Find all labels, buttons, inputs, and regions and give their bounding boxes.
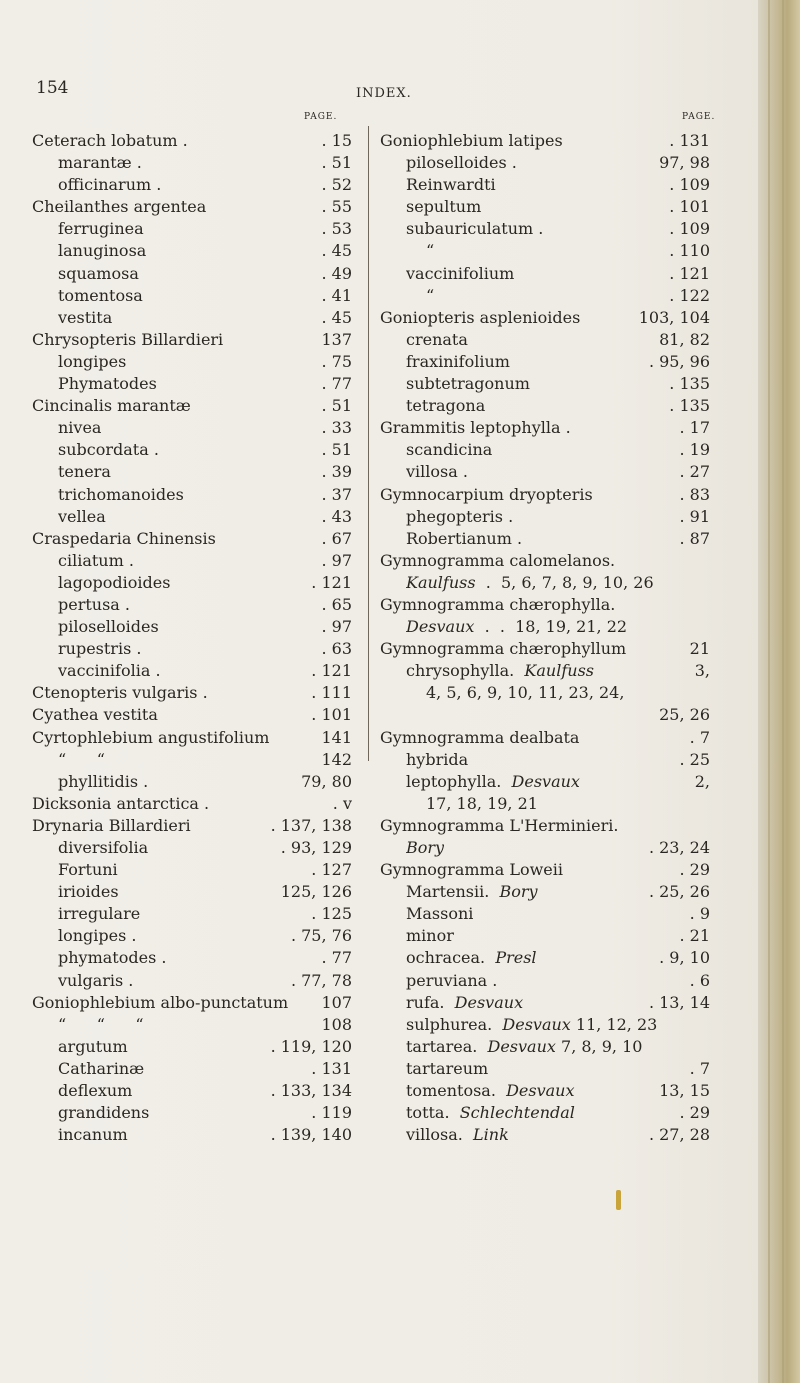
entry-term: subauriculatum .: [406, 219, 544, 239]
left-entry: [32, 506, 352, 528]
right-entry: [380, 793, 710, 815]
left-entry: [32, 329, 352, 351]
left-entry: [32, 484, 352, 506]
right-entry: [380, 1102, 710, 1124]
entry-term: Kaulfuss . 5, 6, 7, 8, 9, 10, 26: [406, 572, 654, 592]
entry-page-ref: . 122: [669, 285, 710, 305]
entry-term: pertusa .: [58, 594, 131, 614]
entry-term: diversifolia: [58, 838, 149, 857]
right-entry: [380, 859, 710, 881]
entry-page-ref: . 101: [311, 705, 352, 725]
entry-page-ref: . 27, 28: [648, 1125, 710, 1145]
entry-page-ref: . 52: [321, 175, 352, 195]
entry-term: officinarum .: [58, 175, 162, 195]
right-entry: [380, 771, 710, 793]
entry-term: Bory: [406, 838, 445, 857]
entry-term: vulgaris .: [58, 970, 134, 990]
right-entry: [380, 417, 710, 439]
entry-term: Cyathea vestita: [32, 705, 158, 725]
entry-term: Ctenopteris vulgaris .: [32, 683, 208, 703]
right-entry: [380, 351, 710, 373]
left-entry: [32, 572, 352, 594]
entry-page-ref: . 121: [311, 661, 352, 681]
entry-page-ref: . 119, 120: [270, 1036, 352, 1056]
right-entry: [380, 616, 710, 638]
entry-term: “ “ “: [58, 1014, 144, 1034]
entry-term: Dicksonia antarctica .: [32, 793, 210, 813]
right-entry: [380, 528, 710, 550]
left-entry: [32, 351, 352, 373]
entry-page-ref: 103, 104: [638, 307, 710, 327]
entry-term: Gymnogramma Loweii: [380, 860, 563, 880]
entry-term: Martensii. Bory: [406, 882, 538, 902]
left-entry: [32, 594, 352, 616]
right-entry: [380, 329, 710, 351]
entry-term: leptophylla. Desvaux: [406, 771, 580, 791]
left-entry: [32, 682, 352, 704]
entry-term: tenera: [58, 462, 111, 482]
entry-page-ref: . 63: [321, 639, 352, 659]
right-entry: [380, 484, 710, 506]
left-entry: [32, 837, 352, 859]
right-entry: [380, 174, 710, 196]
right-entry: [380, 395, 710, 417]
entry-page-ref: . 37: [321, 484, 352, 504]
right-entry: [380, 550, 710, 572]
entry-page-ref: . 6: [689, 970, 710, 990]
entry-page-ref: . 121: [311, 572, 352, 592]
entry-page-ref: . 75, 76: [290, 926, 352, 946]
right-entry: [380, 572, 710, 594]
entry-term: 17, 18, 19, 21: [426, 793, 538, 813]
entry-page-ref: 2,: [694, 771, 710, 791]
entry-page-ref: . 49: [321, 263, 352, 283]
entry-term: villosa. Link: [406, 1125, 509, 1145]
entry-term: tartarea. Desvaux 7, 8, 9, 10: [406, 1036, 643, 1056]
entry-term: 4, 5, 6, 9, 10, 11, 23, 24,: [426, 683, 625, 703]
entry-page-ref: . 119: [311, 1103, 352, 1123]
entry-page-ref: . 97: [321, 550, 352, 570]
left-entry: [32, 616, 352, 638]
right-entry: [380, 815, 710, 837]
right-entry: [380, 506, 710, 528]
entry-page-ref: . 133, 134: [270, 1081, 352, 1101]
right-entry: [380, 307, 710, 329]
entry-term: phegopteris .: [406, 506, 514, 526]
entry-page-ref: . 109: [669, 175, 710, 195]
left-entry: [32, 859, 352, 881]
entry-page-ref: 13, 15: [659, 1081, 710, 1101]
entry-page-ref: 142: [321, 749, 352, 769]
entry-term: vellea: [58, 506, 106, 526]
left-entry: [32, 947, 352, 969]
entry-page-ref: 81, 82: [659, 329, 710, 349]
right-entry: [380, 660, 710, 682]
right-entry: [380, 1080, 710, 1102]
entry-page-ref: . 55: [321, 197, 352, 217]
entry-term: crenata: [406, 329, 468, 349]
right-entry: [380, 196, 710, 218]
right-entry: [380, 1058, 710, 1080]
right-entry: [380, 152, 710, 174]
entry-page-ref: . 17: [679, 418, 710, 438]
entry-term: Cheilanthes argentea: [32, 197, 207, 217]
entry-term: tartareum: [406, 1058, 489, 1078]
entry-page-ref: . 127: [311, 860, 352, 880]
entry-page-ref: [704, 793, 710, 815]
left-entry: [32, 1124, 352, 1146]
right-entry: [380, 1124, 710, 1146]
entry-term: subcordata .: [58, 440, 159, 460]
entry-page-ref: . 29: [679, 1103, 710, 1123]
entry-page-ref: [704, 1014, 710, 1036]
entry-page-ref: . 51: [321, 153, 352, 173]
entry-page-ref: . 75: [321, 351, 352, 371]
entry-term: irioides: [58, 882, 119, 902]
left-entry: [32, 903, 352, 925]
left-entry: [32, 1014, 352, 1036]
right-column-page-label: PAGE.: [682, 112, 716, 122]
entry-page-ref: . 9: [689, 904, 710, 924]
entry-page-ref: . 135: [669, 396, 710, 416]
right-entry: [380, 837, 710, 859]
page-number: 154: [36, 78, 69, 98]
entry-term: Goniophlebium albo-punctatum: [32, 992, 289, 1012]
right-entry: [380, 373, 710, 395]
entry-term: piloselloides: [58, 617, 159, 637]
entry-page-ref: 25, 26: [659, 705, 710, 725]
left-entry: [32, 461, 352, 483]
entry-page-ref: . 51: [321, 396, 352, 416]
left-entry: [32, 992, 352, 1014]
entry-page-ref: [704, 572, 710, 594]
entry-page-ref: . 131: [311, 1058, 352, 1078]
entry-term: ferruginea: [58, 219, 144, 239]
right-entry: [380, 970, 710, 992]
left-entry: [32, 815, 352, 837]
entry-page-ref: . 15: [321, 131, 352, 150]
right-entry: [380, 1014, 710, 1036]
entry-page-ref: . 43: [321, 506, 352, 526]
entry-page-ref: . 7: [689, 1058, 710, 1078]
entry-term: Phymatodes: [58, 374, 157, 394]
left-entry: [32, 263, 352, 285]
entry-page-ref: 141: [321, 727, 352, 747]
left-entry: [32, 638, 352, 660]
entry-page-ref: 107: [321, 992, 352, 1012]
left-entry: [32, 550, 352, 572]
entry-term: Gymnogramma calomelanos.: [380, 550, 616, 570]
right-entry: [380, 704, 710, 726]
right-index-column: [380, 130, 710, 1146]
entry-term: Cincinalis marantæ: [32, 396, 191, 416]
left-entry: [32, 793, 352, 815]
left-column-page-label: PAGE.: [304, 112, 338, 122]
left-entry: [32, 395, 352, 417]
entry-term: phyllitidis .: [58, 771, 149, 791]
entry-term: sepultum: [406, 197, 482, 217]
left-entry: [32, 1080, 352, 1102]
entry-page-ref: . 23, 24: [648, 838, 710, 857]
entry-term: “ “: [58, 749, 105, 769]
running-head: INDEX.: [356, 86, 412, 101]
entry-term: chrysophylla. Kaulfuss: [406, 661, 594, 681]
left-entry: [32, 218, 352, 240]
left-entry: [32, 749, 352, 771]
entry-page-ref: . 77: [321, 374, 352, 394]
entry-term: tetragona: [406, 396, 486, 416]
entry-term: longipes .: [58, 926, 137, 946]
entry-term: argutum: [58, 1036, 128, 1056]
right-entry: [380, 992, 710, 1014]
entry-term: trichomanoides: [58, 484, 184, 504]
left-entry: [32, 130, 352, 152]
entry-page-ref: . 25, 26: [648, 882, 710, 902]
entry-page-ref: . 53: [321, 219, 352, 239]
entry-page-ref: . 87: [679, 528, 710, 548]
entry-term: Robertianum .: [406, 528, 523, 548]
left-entry: [32, 196, 352, 218]
entry-page-ref: 97, 98: [659, 153, 710, 173]
entry-term: lagopodioides: [58, 572, 171, 592]
entry-term: tomentosa. Desvaux: [406, 1081, 575, 1101]
entry-page-ref: 137: [321, 329, 352, 349]
entry-page-ref: 3,: [694, 661, 710, 681]
entry-page-ref: [704, 616, 710, 638]
right-entry: [380, 461, 710, 483]
left-entry: [32, 1036, 352, 1058]
left-entry: [32, 373, 352, 395]
entry-term: irregulare: [58, 904, 141, 924]
entry-page-ref: [704, 815, 710, 837]
entry-page-ref: . 33: [321, 418, 352, 438]
entry-page-ref: . 65: [321, 594, 352, 614]
left-entry: [32, 174, 352, 196]
entry-page-ref: 79, 80: [301, 771, 352, 791]
entry-term: vaccinifolium: [406, 263, 515, 283]
entry-term: Gymnogramma chærophylla.: [380, 594, 616, 614]
left-entry: [32, 1102, 352, 1124]
left-entry: [32, 771, 352, 793]
entry-page-ref: . 101: [669, 197, 710, 217]
entry-term: piloselloides .: [406, 153, 517, 173]
right-entry: [380, 263, 710, 285]
right-entry: [380, 682, 710, 704]
entry-term: squamosa: [58, 263, 139, 283]
entry-term: Craspedaria Chinensis: [32, 528, 216, 548]
entry-page-ref: . 77, 78: [290, 970, 352, 990]
right-entry: [380, 439, 710, 461]
entry-term: Drynaria Billardieri: [32, 815, 191, 835]
entry-term: vaccinifolia .: [58, 661, 161, 681]
right-entry: [380, 130, 710, 152]
entry-page-ref: . 29: [679, 860, 710, 880]
right-entry: [380, 638, 710, 660]
entry-page-ref: . 137, 138: [270, 815, 352, 835]
entry-page-ref: . 125: [311, 904, 352, 924]
left-entry: [32, 660, 352, 682]
entry-page-ref: [704, 1036, 710, 1058]
right-entry: [380, 240, 710, 262]
entry-term: deflexum: [58, 1081, 133, 1101]
right-entry: [380, 903, 710, 925]
entry-page-ref: . 109: [669, 219, 710, 239]
left-entry: [32, 727, 352, 749]
left-entry: [32, 152, 352, 174]
entry-page-ref: . v: [332, 793, 352, 813]
left-index-column: [32, 130, 352, 1146]
entry-term: Chrysopteris Billardieri: [32, 329, 224, 349]
left-entry: [32, 1058, 352, 1080]
entry-term: Catharinæ: [58, 1058, 145, 1078]
entry-page-ref: . 135: [669, 374, 710, 394]
right-entry: [380, 925, 710, 947]
entry-term: Gymnogramma L'Herminieri.: [380, 815, 619, 835]
left-entry: [32, 925, 352, 947]
column-divider: [368, 126, 369, 761]
entry-page-ref: . 9, 10: [659, 948, 710, 968]
entry-page-ref: [704, 550, 710, 572]
entry-term: sulphurea. Desvaux 11, 12, 23: [406, 1014, 658, 1034]
entry-term: grandidens: [58, 1103, 150, 1123]
entry-page-ref: . 45: [321, 241, 352, 261]
entry-term: Reinwardti: [406, 175, 496, 195]
entry-page-ref: . 51: [321, 440, 352, 460]
entry-page-ref: . 91: [679, 506, 710, 526]
entry-term: Ceterach lobatum .: [32, 131, 188, 150]
entry-term: Massoni: [406, 904, 474, 924]
entry-term: Gymnocarpium dryopteris: [380, 484, 593, 504]
entry-term: vestita: [58, 307, 113, 327]
ink-mark: [616, 1190, 621, 1210]
entry-term: nivea: [58, 418, 102, 438]
entry-term: “: [426, 285, 435, 305]
entry-page-ref: . 41: [321, 285, 352, 305]
entry-term: hybrida: [406, 749, 469, 769]
entry-page-ref: . 39: [321, 462, 352, 482]
entry-page-ref: . 25: [679, 749, 710, 769]
entry-term: Cyrtophlebium angustifolium: [32, 727, 270, 747]
entry-term: scandicina: [406, 440, 493, 460]
entry-term: marantæ .: [58, 153, 142, 173]
entry-term: rufa. Desvaux: [406, 992, 524, 1012]
entry-term: Grammitis leptophylla .: [380, 418, 571, 438]
entry-term: minor: [406, 926, 454, 946]
entry-page-ref: . 27: [679, 462, 710, 482]
entry-term: Goniopteris asplenioides: [380, 307, 581, 327]
left-entry: [32, 881, 352, 903]
left-entry: [32, 704, 352, 726]
entry-page-ref: . 97: [321, 617, 352, 637]
entry-page-ref: 21: [689, 639, 710, 659]
left-entry: [32, 970, 352, 992]
entry-page-ref: . 121: [669, 263, 710, 283]
left-entry: [32, 417, 352, 439]
page-edge: [758, 0, 800, 1383]
entry-term: Gymnogramma chærophyllum: [380, 639, 627, 659]
right-entry: [380, 947, 710, 969]
entry-page-ref: . 19: [679, 440, 710, 460]
entry-term: longipes: [58, 351, 127, 371]
left-entry: [32, 307, 352, 329]
entry-term: Goniophlebium latipes: [380, 131, 563, 150]
entry-page-ref: [704, 594, 710, 616]
entry-term: incanum: [58, 1125, 128, 1145]
left-entry: [32, 528, 352, 550]
right-entry: [380, 218, 710, 240]
entry-page-ref: . 139, 140: [270, 1125, 352, 1145]
right-entry: [380, 285, 710, 307]
entry-page-ref: 125, 126: [280, 882, 352, 902]
entry-page-ref: 108: [321, 1014, 352, 1034]
entry-term: peruviana .: [406, 970, 498, 990]
entry-term: “: [426, 241, 435, 261]
entry-term: Desvaux . . 18, 19, 21, 22: [406, 617, 628, 637]
entry-page-ref: . 45: [321, 307, 352, 327]
entry-term: rupestris .: [58, 639, 142, 659]
entry-term: Gymnogramma dealbata: [380, 727, 580, 747]
entry-page-ref: . 83: [679, 484, 710, 504]
entry-page-ref: . 13, 14: [648, 992, 710, 1012]
entry-page-ref: . 95, 96: [648, 351, 710, 371]
entry-page-ref: . 77: [321, 948, 352, 968]
left-entry: [32, 439, 352, 461]
right-entry: [380, 727, 710, 749]
entry-term: ochracea. Presl: [406, 948, 537, 968]
entry-page-ref: . 67: [321, 528, 352, 548]
entry-term: phymatodes .: [58, 948, 167, 968]
right-entry: [380, 1036, 710, 1058]
entry-term: fraxinifolium: [406, 351, 510, 371]
right-entry: [380, 881, 710, 903]
entry-term: lanuginosa: [58, 241, 147, 261]
entry-page-ref: . 110: [669, 241, 710, 261]
left-entry: [32, 285, 352, 307]
entry-term: villosa .: [406, 462, 468, 482]
right-entry: [380, 594, 710, 616]
entry-page-ref: . 7: [689, 727, 710, 747]
right-entry: [380, 749, 710, 771]
entry-term: subtetragonum: [406, 374, 530, 394]
entry-term: totta. Schlechtendal: [406, 1103, 575, 1123]
entry-page-ref: . 21: [679, 926, 710, 946]
entry-page-ref: [704, 682, 710, 704]
entry-term: ciliatum .: [58, 550, 134, 570]
entry-page-ref: . 131: [669, 131, 710, 150]
entry-page-ref: . 93, 129: [280, 838, 352, 857]
entry-term: tomentosa: [58, 285, 143, 305]
left-entry: [32, 240, 352, 262]
entry-term: Fortuni: [58, 860, 118, 880]
entry-page-ref: . 111: [311, 683, 352, 703]
